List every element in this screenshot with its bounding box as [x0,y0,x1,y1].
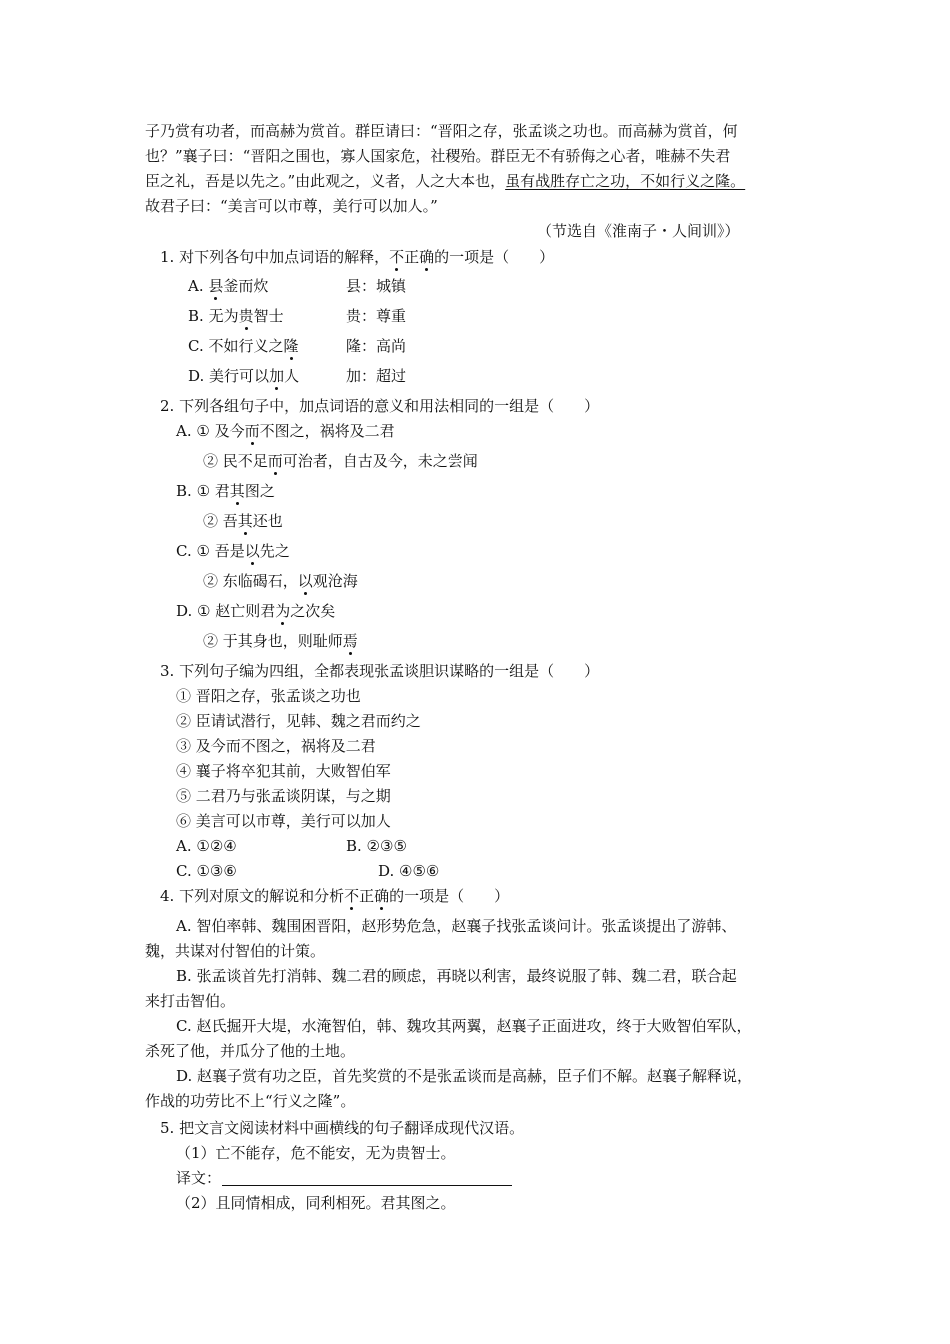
q4-stem-emphasis-2: 确 [374,887,390,905]
q2-sentence-pre: ① 君 [196,482,230,500]
q2-option-a-2 [203,451,478,471]
q1-option-dotted-word: 县 [208,277,224,295]
q2-sentence-pre: ② 吾 [203,512,238,530]
q2-sentence-post: 先之 [259,542,290,560]
q1-stem-text-2: 正 [404,248,420,266]
q2-option-label: B. [176,482,192,500]
q2-dotted-word: 而 [267,452,283,470]
q2-dotted-word: 为 [275,602,291,620]
q4-stem-text-2: 正 [359,887,375,905]
q5-answer-label: 译文： [176,1169,222,1187]
q2-dotted-word: 其 [229,482,245,500]
q4-option-b-line-1: B. 张孟谈首先打消韩、魏二君的顾虑，再晓以利害，最终说服了韩、魏二君，联合起 [176,967,737,985]
q5-sentence-2: （2）且同情相成，同利相死。君其图之。 [176,1194,456,1212]
q3-item: ④ 襄子将卒犯其前，大败智伯军 [176,762,391,780]
passage-source: （节选自《淮南子・人间训》） [537,222,740,240]
q3-option-a: A. ①②④ [176,837,237,855]
q2-dotted-word: 以 [297,572,313,590]
q2-option-c-2 [203,571,358,591]
q2-sentence-pre: ② 东临碣石， [203,572,298,590]
q1-option-d [188,366,299,386]
q5-sentence-1: （1）亡不能存，危不能安，无为贵智士。 [176,1144,456,1162]
q2-sentence-post: 可治者，自古及今，未之尝闻 [282,452,478,470]
q3-item: ② 臣请试潜行，见韩、魏之君而约之 [176,712,421,730]
q1-option-a-gloss: 县：城镇 [346,277,407,295]
q1-option-post: 人 [284,367,300,385]
q1-option-label: C. [188,337,204,355]
q3-item: ⑥ 美言可以市尊，美行可以加人 [176,812,391,830]
q2-sentence-post: 之次矣 [290,602,336,620]
q2-sentence-post: 观沧海 [312,572,358,590]
q1-stem [160,247,554,267]
q2-dotted-word: 焉 [342,632,358,650]
q2-sentence-post: 图之 [244,482,275,500]
q2-option-b-1 [176,481,275,501]
passage-line-1: 子乃赏有功者，而高赫为赏首。群臣请曰：“晋阳之存，张孟谈之功也。而高赫为赏首，何 [145,122,738,140]
q4-option-c-line-1: C. 赵氏掘开大堤，水淹智伯，韩、魏攻其两翼，赵襄子正面进攻，终于大败智伯军队， [176,1017,752,1035]
q2-stem: 2. 下列各组句子中，加点词语的意义和用法相同的一组是（ ） [160,397,600,415]
q3-option-b: B. ②③⑤ [346,837,407,855]
q2-sentence-post: 不图之，祸将及二君 [259,422,395,440]
q4-option-d-line-2: 作战的功劳比不上“行义之隆”。 [145,1092,356,1110]
q2-option-a-1 [176,421,395,441]
underlined-sentence: 虽有战胜存亡之功，不如行义之隆。 [505,172,746,190]
q4-option-d-line-1: D. 赵襄子赏有功之臣，首先奖赏的不是张孟谈而是高赫，臣子们不解。赵襄子解释说， [176,1067,753,1085]
q1-option-pre: 无为 [208,307,239,325]
q4-stem-text: 4. 下列对原文的解说和分析 [160,887,345,905]
q4-stem-emphasis-1: 不 [344,887,360,905]
q1-option-post: 智士 [253,307,284,325]
q1-option-pre: 不如行义之 [208,337,284,355]
q3-item: ① 晋阳之存，张孟谈之功也 [176,687,361,705]
q4-option-c-line-2: 杀死了他，并瓜分了他的土地。 [145,1042,356,1060]
q1-option-b-gloss: 贵：尊重 [346,307,407,325]
q2-option-b-2 [203,511,283,531]
passage-line-3 [145,171,745,191]
q2-sentence-pre: ① 及今 [196,422,245,440]
passage-line-2: 也？”襄子曰：“晋阳之围也，寡人国家危，社稷殆。群臣无不有骄侮之心者，唯赫不失君 [145,147,731,165]
passage-line-4: 故君子曰：“美言可以市尊，美行可以加人。” [145,197,438,215]
q4-stem [160,886,509,906]
q3-option-c: C. ①③⑥ [176,862,237,880]
passage-line-3-text: 臣之礼，吾是以先之。”由此观之，义者，人之大本也， [145,172,506,190]
q4-option-a-line-1: A. 智伯率韩、魏围困晋阳，赵形势危急，赵襄子找张孟谈问计。张孟谈提出了游韩、 [176,917,737,935]
q1-option-pre: 美行可以 [209,367,270,385]
q1-option-b [188,306,284,326]
q4-option-b-line-2: 来打击智伯。 [145,992,236,1010]
q2-option-d-2 [203,631,358,651]
q3-stem: 3. 下列句子编为四组，全都表现张孟谈胆识谋略的一组是（ ） [160,662,600,680]
q5-stem: 5. 把文言文阅读材料中画横线的句子翻译成现代汉语。 [160,1119,525,1137]
q1-option-label: A. [188,277,204,295]
q1-stem-text-3: 的一项是（ ） [434,248,555,266]
q2-option-c-1 [176,541,290,561]
q2-sentence-pre: ① 吾是 [196,542,245,560]
q1-option-c-gloss: 隆：高尚 [346,337,407,355]
q2-dotted-word: 其 [237,512,253,530]
q2-dotted-word: 而 [244,422,260,440]
q2-sentence-pre: ② 民不足 [203,452,268,470]
q3-item: ③ 及今而不图之，祸将及二君 [176,737,376,755]
q2-option-label: A. [176,422,192,440]
q2-sentence-pre: ② 于其身也，则耻师 [203,632,343,650]
q1-option-c [188,336,299,356]
q2-option-label: D. [176,602,193,620]
q2-sentence-post: 还也 [252,512,283,530]
q1-option-dotted-word: 隆 [283,337,299,355]
q1-option-dotted-word: 加 [269,367,285,385]
q1-stem-emphasis-1: 不 [389,248,405,266]
q3-option-d: D. ④⑤⑥ [378,862,440,880]
q1-option-dotted-word: 贵 [238,307,254,325]
q3-item: ⑤ 二君乃与张孟谈阴谋，与之期 [176,787,391,805]
q4-stem-text-3: 的一项是（ ） [389,887,510,905]
q1-option-label: B. [188,307,204,325]
q1-option-a [188,276,268,296]
q2-option-label: C. [176,542,192,560]
q1-stem-text: 1. 对下列各句中加点词语的解释， [160,248,390,266]
q1-option-label: D. [188,367,205,385]
q2-option-d-1 [176,601,335,621]
answer-blank-line[interactable] [222,1185,512,1186]
q1-option-d-gloss: 加：超过 [346,367,407,385]
q4-option-a-line-2: 魏，共谋对付智伯的计策。 [145,942,326,960]
q2-sentence-pre: ① 赵亡则君 [197,602,276,620]
q1-option-post: 釜而炊 [223,277,269,295]
q2-dotted-word: 以 [244,542,260,560]
q1-stem-emphasis-2: 确 [419,248,435,266]
